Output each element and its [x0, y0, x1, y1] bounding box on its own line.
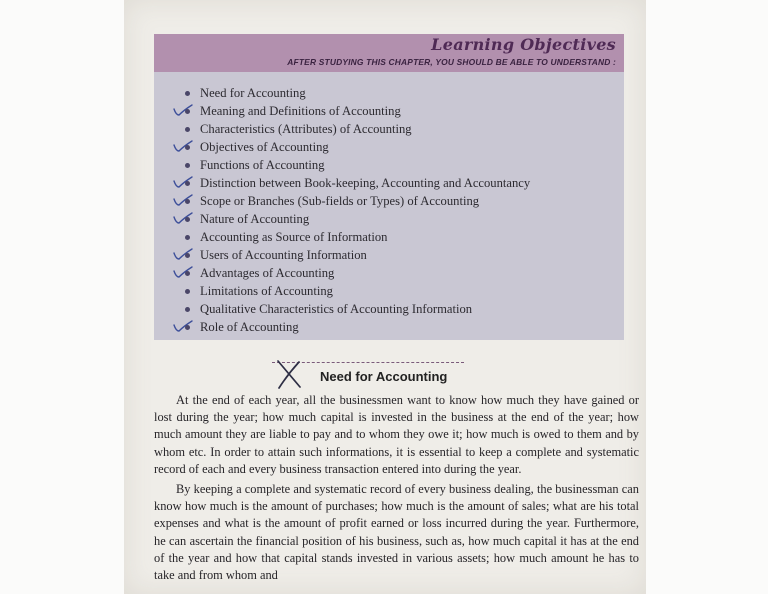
- bullet-icon: [185, 307, 190, 312]
- bullet-icon: [185, 325, 190, 330]
- objective-item: [184, 246, 614, 264]
- pen-tick-icon: [172, 175, 194, 189]
- bullet-icon: [185, 181, 190, 186]
- objectives-title: Learning Objectives: [431, 35, 616, 54]
- pen-tick-icon: [172, 211, 194, 225]
- objective-item: [184, 138, 614, 156]
- bullet-icon: [185, 217, 190, 222]
- section-body: [154, 392, 639, 584]
- objective-label: Meaning and Definitions of Accounting: [200, 104, 401, 118]
- objective-item: [184, 318, 614, 336]
- objectives-list: [184, 84, 614, 336]
- objective-item: [184, 174, 614, 192]
- objectives-subtitle: AFTER STUDYING THIS CHAPTER, YOU SHOULD BE ABLE TO UNDERSTAND :: [287, 57, 616, 67]
- objective-label: Qualitative Characteristics of Accounting Information: [200, 302, 473, 316]
- objective-item: [184, 228, 614, 246]
- objective-label: Objectives of Accounting: [200, 140, 329, 154]
- objective-label: Scope or Branches (Sub-fields or Types) of Accounting: [200, 194, 480, 208]
- section-heading: Need for Accounting: [320, 369, 448, 384]
- bullet-icon: [185, 199, 190, 204]
- objective-label: Users of Accounting Information: [200, 248, 367, 262]
- objective-item: [184, 282, 614, 300]
- textbook-page: [124, 0, 646, 594]
- objective-item: [184, 120, 614, 138]
- pen-tick-icon: [172, 193, 194, 207]
- pen-tick-icon: [172, 247, 194, 261]
- objective-item: [184, 192, 614, 210]
- objective-label: Role of Accounting: [200, 320, 299, 334]
- objective-label: Advantages of Accounting: [200, 266, 335, 280]
- bullet-icon: [185, 253, 190, 258]
- objective-label: Nature of Accounting: [200, 212, 310, 226]
- pen-tick-icon: [172, 319, 194, 333]
- objective-label: Limitations of Accounting: [200, 284, 333, 298]
- objective-label: Need for Accounting: [200, 86, 306, 100]
- objective-label: Functions of Accounting: [200, 158, 325, 172]
- objective-item: [184, 102, 614, 120]
- objective-label: Accounting as Source of Information: [200, 230, 388, 244]
- bullet-icon: [185, 289, 190, 294]
- bullet-icon: [185, 127, 190, 132]
- pen-cross-mark-icon: [272, 357, 306, 391]
- pen-tick-icon: [172, 103, 194, 117]
- objective-item: [184, 84, 614, 102]
- objective-item: [184, 300, 614, 318]
- bullet-icon: [185, 235, 190, 240]
- paragraph-1: At the end of each year, all the businessmen want to know how much they have gained or lost during the year; how much capital is invested in the business at the end of the year; how much amount they are liable to pay and to whom they owe it; how much is owed to them and by whom etc. In order to attain such informations, it is essential to keep a complete and systematic record of each and every business transaction entered into during the year.: [154, 393, 639, 476]
- pen-tick-icon: [172, 139, 194, 153]
- bullet-icon: [185, 91, 190, 96]
- objective-label: Distinction between Book-keeping, Accounting and Accountancy: [200, 176, 531, 190]
- objective-item: [184, 264, 614, 282]
- objective-item: [184, 210, 614, 228]
- learning-objectives-box: [154, 34, 624, 340]
- bullet-icon: [185, 271, 190, 276]
- objective-label: Characteristics (Attributes) of Accounting: [200, 122, 412, 136]
- bullet-icon: [185, 109, 190, 114]
- objective-item: [184, 156, 614, 174]
- bullet-icon: [185, 145, 190, 150]
- paragraph-2: By keeping a complete and systematic record of every business dealing, the businessman can know how much is the amount of purchases; how much is the amount of sales; what are his total expenses and what is the amount of profit earned or loss incurred during the year. Furthermore, he can ascertain the financial position of his business, such as, how much capital it has at the end of the year and how that capital stands invested in various assets; how much amount he has to take and from whom and: [154, 482, 639, 583]
- objectives-header: [154, 34, 624, 72]
- bullet-icon: [185, 163, 190, 168]
- pen-tick-icon: [172, 265, 194, 279]
